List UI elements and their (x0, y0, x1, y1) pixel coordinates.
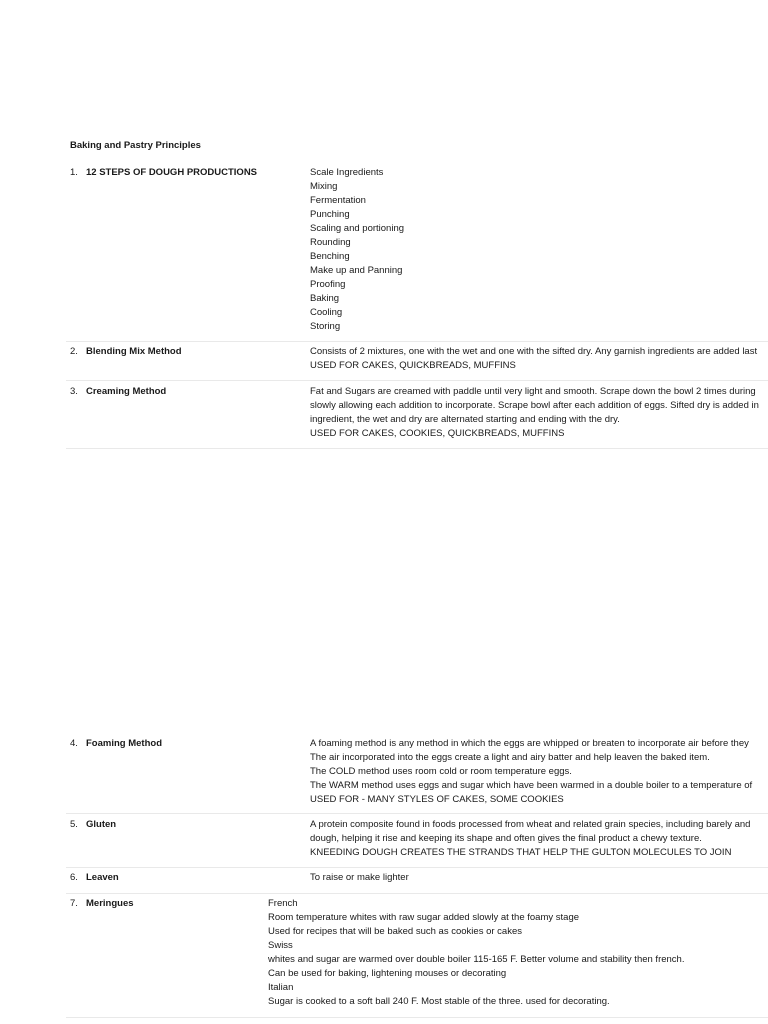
row-divider (66, 341, 768, 342)
row-divider (66, 867, 768, 868)
definition-line: Proofing (310, 279, 346, 290)
definition-line: To raise or make lighter (310, 872, 409, 883)
definition-line: Fermentation (310, 195, 366, 206)
item-definition (310, 385, 759, 441)
item-number: 7. (70, 898, 78, 909)
item-term: Foaming Method (86, 738, 162, 749)
definition-line: Sugar is cooked to a soft ball 240 F. Most stable of the three. used for decorating. (268, 996, 610, 1007)
definition-line: USED FOR CAKES, COOKIES, QUICKBREADS, MUFFINS (310, 428, 565, 439)
definition-line: Storing (310, 321, 341, 332)
item-number: 3. (70, 386, 78, 397)
definition-line: Consists of 2 mixtures, one with the wet and one with the sifted dry. Any garnish ingredients are added last (310, 346, 758, 357)
item-term: 12 STEPS OF DOUGH PRODUCTIONS (86, 167, 258, 178)
item-definition (310, 737, 752, 807)
item-number: 1. (70, 167, 78, 178)
row-divider (66, 1017, 768, 1018)
definition-line: slowly allowing each addition to incorporate. Scrape bowl after each addition of eggs. Sifted dry is added in (310, 400, 759, 411)
row-divider (66, 893, 768, 894)
definition-line: Make up and Panning (310, 265, 403, 276)
definition-line: Baking (310, 293, 340, 304)
item-definition (268, 897, 684, 1009)
definition-line: A protein composite found in foods processed from wheat and related grain species, including barely and (310, 819, 751, 830)
item-term: Blending Mix Method (86, 346, 182, 357)
definition-line: Punching (310, 209, 350, 220)
row-divider (66, 380, 768, 381)
row-divider (66, 448, 768, 449)
definition-line: Fat and Sugars are creamed with paddle until very light and smooth. Scrape down the bowl 2 times during (310, 386, 756, 397)
item-definition (310, 818, 750, 860)
definition-line: Scaling and portioning (310, 223, 405, 234)
definition-line: Can be used for baking, lightening mouses or decorating (268, 968, 507, 979)
definition-line: Italian (268, 982, 294, 993)
definition-line: Rounding (310, 237, 351, 248)
item-definition (310, 166, 404, 334)
item-definition (310, 345, 757, 373)
definition-line: Cooling (310, 307, 343, 318)
definition-line: Room temperature whites with raw sugar added slowly at the foamy stage (268, 912, 580, 923)
item-term: Creaming Method (86, 386, 167, 397)
definition-line: ingredient, the wet and dry are alternated starting and ending with the dry. (310, 414, 620, 425)
definition-line: Mixing (310, 181, 338, 192)
item-number: 5. (70, 819, 78, 830)
document-title: Baking and Pastry Principles (70, 140, 201, 151)
definition-line: The WARM method uses eggs and sugar which have been warmed in a double boiler to a temperature of (310, 780, 753, 791)
definition-line: dough, helping it rise and keeping its shape and often gives the final product a chewy texture. (310, 833, 702, 844)
definition-line: KNEEDING DOUGH CREATES THE STRANDS THAT HELP THE GULTON MOLECULES TO JOIN (310, 847, 732, 858)
item-number: 4. (70, 738, 78, 749)
item-number: 6. (70, 872, 78, 883)
item-term: Meringues (86, 898, 134, 909)
definition-line: Used for recipes that will be baked such as cookies or cakes (268, 926, 522, 937)
row-divider (66, 813, 768, 814)
definition-line: French (268, 898, 298, 909)
item-term: Leaven (86, 872, 119, 883)
item-definition (310, 871, 409, 885)
definition-line: whites and sugar are warmed over double boiler 115-165 F. Better volume and stability then french. (268, 954, 685, 965)
definition-line: The air incorporated into the eggs create a light and airy batter and help leaven the baked item. (310, 752, 710, 763)
definition-line: USED FOR CAKES, QUICKBREADS, MUFFINS (310, 360, 516, 371)
item-number: 2. (70, 346, 78, 357)
definition-line: Benching (310, 251, 350, 262)
item-term: Gluten (86, 819, 117, 830)
definition-line: The COLD method uses room cold or room temperature eggs. (310, 766, 572, 777)
definition-line: Scale Ingredients (310, 167, 384, 178)
definition-line: A foaming method is any method in which the eggs are whipped or breaten to incorporate air before they (310, 738, 749, 749)
definition-line: Swiss (268, 940, 293, 951)
definition-line: USED FOR - MANY STYLES OF CAKES, SOME COOKIES (310, 794, 564, 805)
